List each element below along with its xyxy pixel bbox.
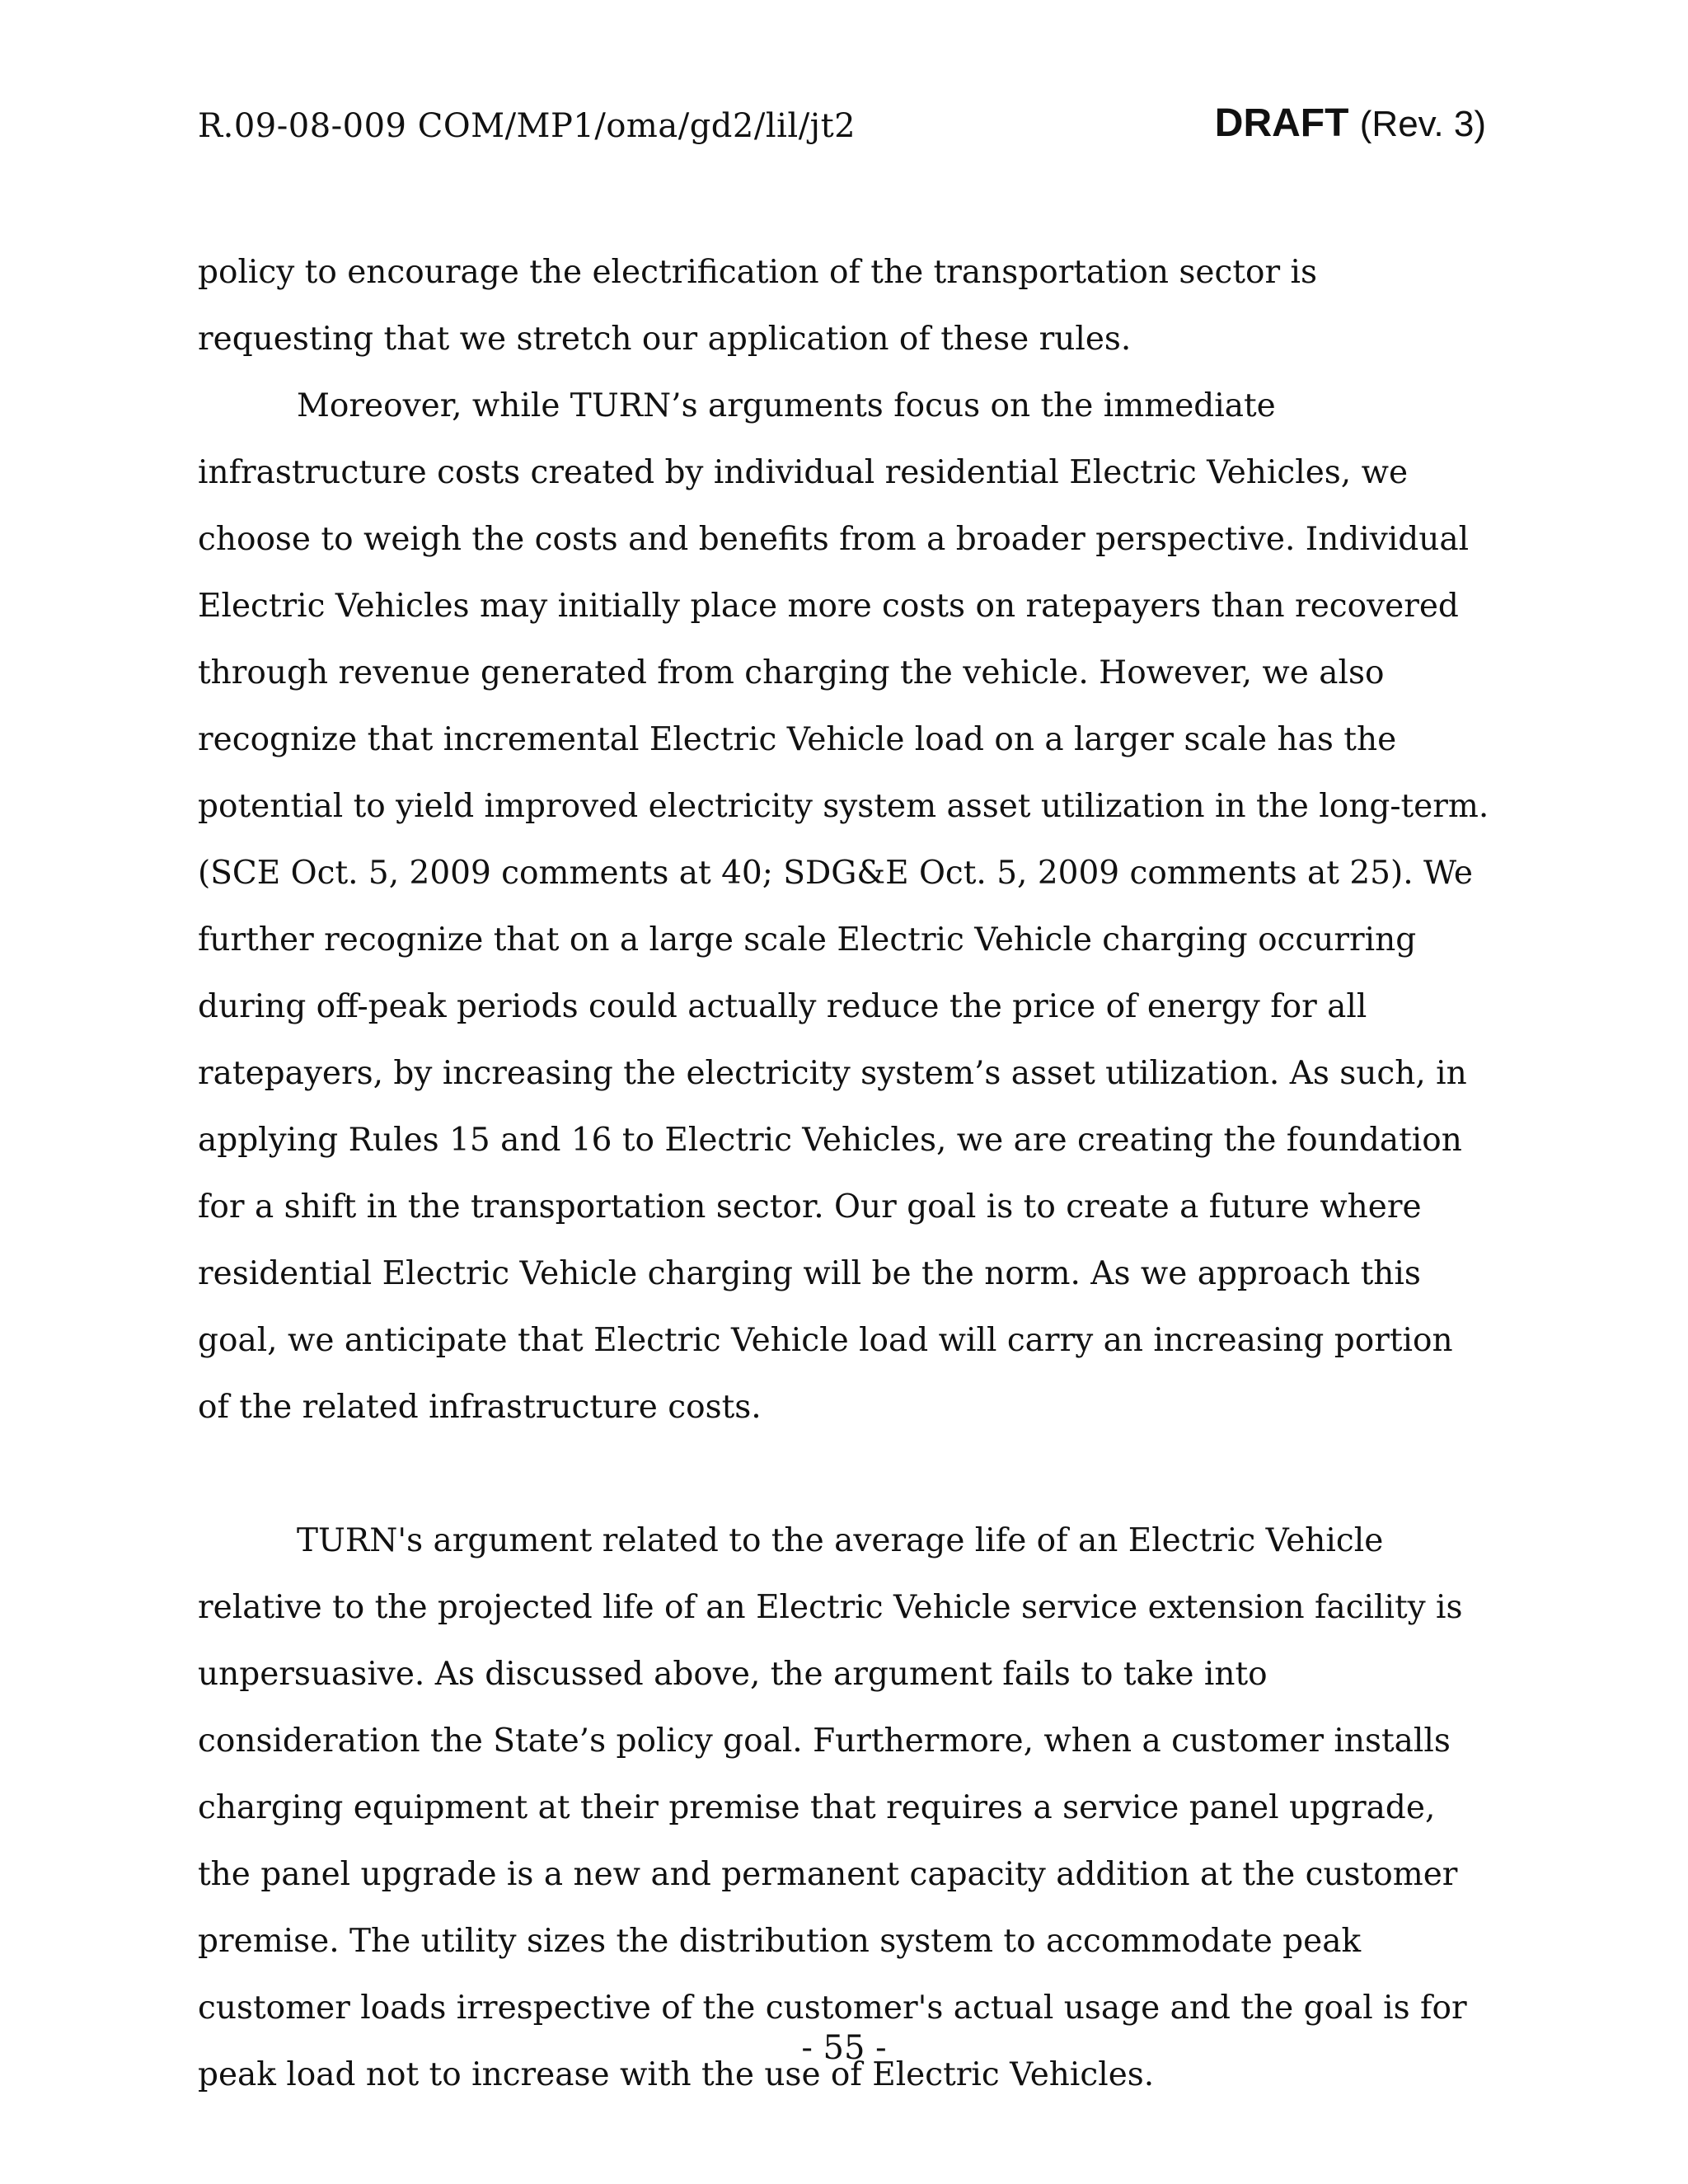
page-header (198, 101, 1486, 158)
draft-revision: (Rev. 3) (1359, 104, 1486, 144)
draft-word: DRAFT (1214, 101, 1349, 145)
paragraph-average-life-argument: TURN's argument related to the average life of an Electric Vehicle relative to the projected life of an Electric Vehicle service extension facility is unpersuasive. As discussed above, the argument fails to take into consideration the State’s policy goal. Furthermore, when a customer installs charging equipment at their premise that requires a service panel upgrade, the panel upgrade is a new and permanent capacity addition at the customer premise. The utility sizes the distribution system to accommodate peak customer loads irrespective of the customer's actual usage and the goal is for peak load not to increase with the use of Electric Vehicles. (198, 1522, 1467, 2093)
body-text (198, 239, 1492, 2108)
paragraph-continued: policy to encourage the electrification of the transportation sector is requesting that we stretch our application of these rules. (198, 254, 1318, 358)
paragraph-infrastructure-costs: Moreover, while TURN’s arguments focus on the immediate infrastructure costs created by individual residential Electric Vehicles, we choose to weigh the costs and benefits from a broader perspective. Individual Electric Vehicles may initially place more costs on ratepayers than recovered through revenue generated from charging the vehicle. However, we also recognize that incremental Electric Vehicle load on a larger scale has the potential to yield improved electricity system asset utilization in the long-term. (SCE Oct. 5, 2009 comments at 40; SDG&E Oct. 5, 2009 comments at 25). We further recognize that on a large scale Electric Vehicle charging occurring during off-peak periods could actually reduce the price of energy for all ratepayers, by increasing the electricity system’s asset utilization. As such, in applying Rules 15 and 16 to Electric Vehicles, we are creating the foundation for a shift in the transportation sector. Our goal is to create a future where residential Electric Vehicle charging will be the norm. As we approach this goal, we anticipate that Electric Vehicle load will carry an increasing portion of the related infrastructure costs. (198, 387, 1489, 1426)
draft-label (1215, 101, 1486, 146)
docket-number: R.09-08-009 COM/MP1/oma/gd2/lil/jt2 (198, 107, 856, 145)
page-number: - 55 - (801, 2029, 887, 2067)
